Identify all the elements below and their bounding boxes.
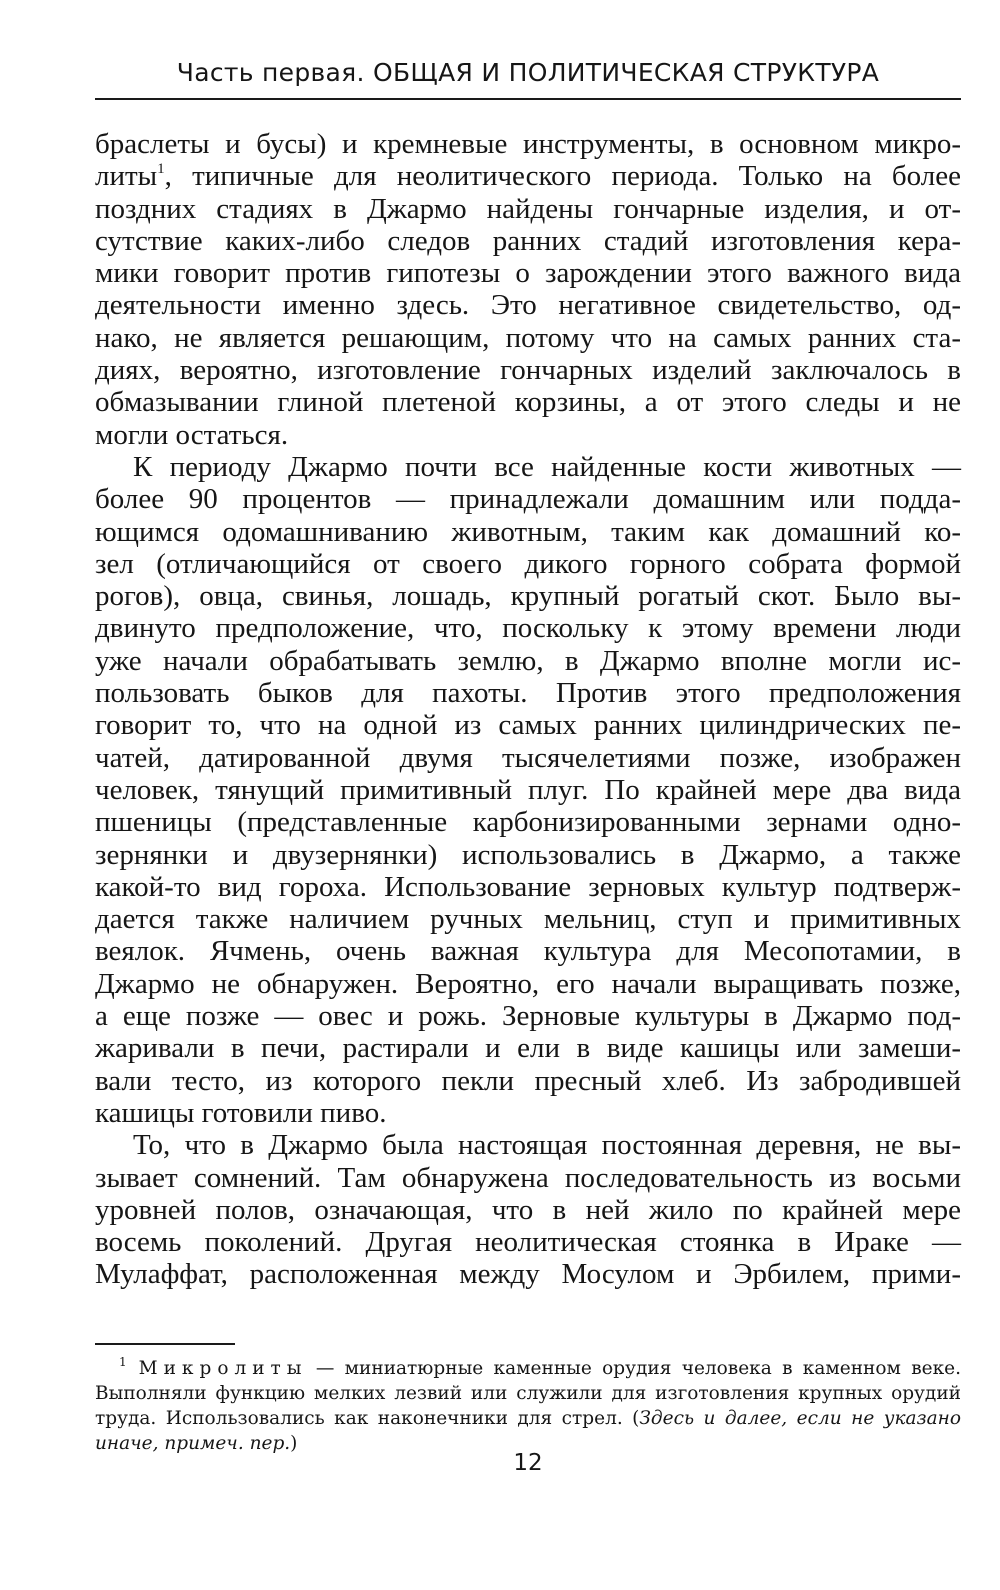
body-line: поздних стадиях в Джармо найдены гончарные изделия, и от-: [95, 192, 961, 225]
body-line: пользовать быков для пахоты. Против этого предположения: [95, 677, 961, 710]
body-line: уже начали обрабатывать землю, в Джармо вполне могли ис-: [95, 644, 961, 677]
body-line: веялок. Ячмень, очень важная культура для Месопотамии, в: [95, 935, 961, 968]
body-line-fragment: литы: [95, 160, 158, 193]
body-line: двинуто предположение, что, поскольку к этому времени люди: [95, 612, 961, 645]
body-line: зел (отличающийся от своего дикого горного собрата формой: [95, 547, 961, 580]
body-line: какой-то вид гороха. Использование зерновых культур подтверж-: [95, 870, 961, 903]
body-line: человек, тянущий примитивный плуг. По крайней мере два вида: [95, 773, 961, 806]
body-line: ющимся одомашниванию животным, таким как домашний ко-: [95, 515, 961, 548]
body-line: сутствие каких-либо следов ранних стадий изготовления кера-: [95, 224, 961, 257]
footnote-body: — миниатюрные каменные орудия человека в каменном веке. Выполняли функцию мелких лезвий или служили для изготовления крупных орудий труда. Использовались как наконечники для стрел. (: [95, 1358, 961, 1429]
body-line: могли остаться.: [95, 418, 289, 451]
body-line: вали тесто, из которого пекли пресный хлеб. Из забродившей: [95, 1064, 961, 1097]
footnote-mark: 1: [119, 1355, 127, 1369]
body-line: уровней полов, означающая, что в ней жило по крайней мере: [95, 1193, 961, 1226]
body-line: браслеты и бусы) и кремневые инструменты, в основном микро-: [95, 128, 961, 160]
body-line: мики говорит против гипотезы о зарождении этого важного вида: [95, 257, 961, 290]
footnote-reference[interactable]: 1: [157, 161, 165, 178]
body-line: жаривали в печи, растирали и ели в виде кашицы или замеши-: [95, 1032, 961, 1065]
body-line: зернянки и двузернянки) использовались в Джармо, а также: [95, 838, 961, 871]
body-line: Джармо не обнаружен. Вероятно, его начали выращивать позже,: [95, 967, 961, 1000]
body-text: [95, 128, 961, 1291]
footnote-italic: Здесь и далее, если не указано иначе, примеч. пер.: [95, 1408, 961, 1454]
body-line: зывает сомнений. Там обнаружена последовательность из восьми: [95, 1161, 961, 1194]
body-line: обмазывании глиной плетеной корзины, а от этого следы и не: [95, 386, 961, 419]
body-line: К периоду Джармо почти все найденные кости животных —: [133, 450, 961, 483]
body-line: более 90 процентов — принадлежали домашним или подда-: [95, 483, 961, 516]
body-line: нако, не является решающим, потому что на самых ранних ста-: [95, 321, 961, 354]
body-line: Мулаффат, расположенная между Мосулом и Эрбилем, прими-: [95, 1258, 961, 1291]
body-line: То, что в Джармо была настоящая постоянная деревня, не вы-: [133, 1129, 961, 1162]
header-rule: [95, 98, 961, 100]
body-line: диях, вероятно, изготовление гончарных изделий заключалось в: [95, 354, 961, 387]
body-line: рогов), овца, свинья, лошадь, крупный рогатый скот. Было вы-: [95, 580, 961, 613]
body-line: дается также наличием ручных мельниц, ступ и примитивных: [95, 903, 961, 936]
body-line: восемь поколений. Другая неолитическая стоянка в Ираке —: [95, 1226, 961, 1259]
footnote-close: ): [290, 1433, 298, 1454]
footnote-term: Микролиты: [138, 1358, 308, 1379]
body-line: пшеницы (представленные карбонизированными зернами одно-: [95, 806, 961, 839]
body-line: кашицы готовили пиво.: [95, 1096, 387, 1129]
footnote-text: [95, 1356, 961, 1456]
body-line-fragment: , типичные для неолитического периода. Только на более: [164, 160, 961, 193]
body-line: а еще позже — овес и рожь. Зерновые культуры в Джармо под-: [95, 1000, 961, 1033]
page-number: 12: [513, 1450, 543, 1476]
body-line: чатей, датированной двумя тысячелетиями позже, изображен: [95, 741, 961, 774]
body-line: говорит то, что на одной из самых ранних цилиндрических пе-: [95, 709, 961, 742]
footnote: [95, 1356, 961, 1456]
body-line: деятельности именно здесь. Это негативное свидетельство, од-: [95, 289, 961, 322]
running-header: Часть первая. ОБЩАЯ И ПОЛИТИЧЕСКАЯ СТРУКТУРА: [176, 58, 880, 87]
body-line: [95, 160, 961, 192]
footnote-rule: [95, 1343, 235, 1345]
